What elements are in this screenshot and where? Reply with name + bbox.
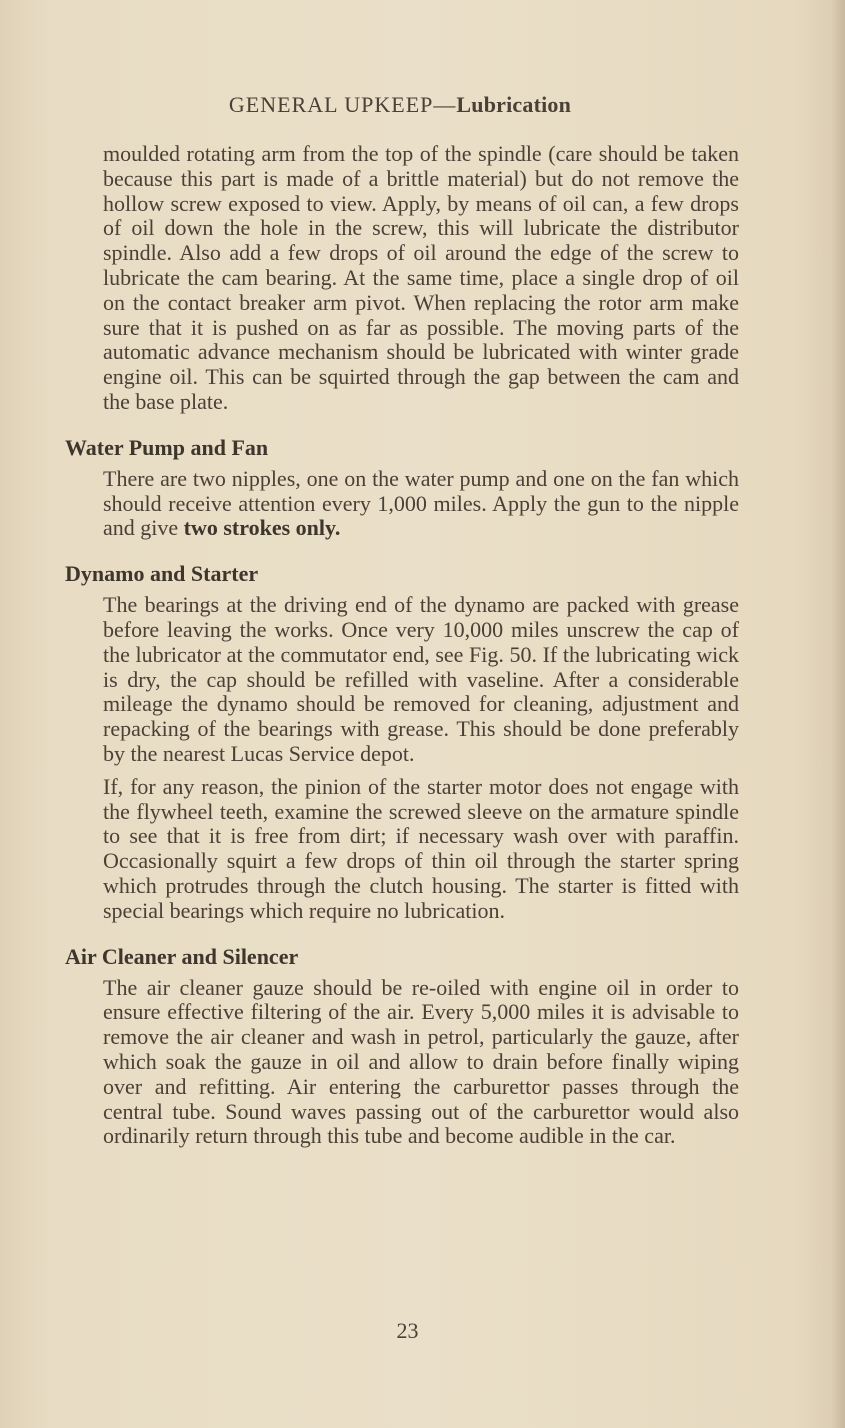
section-water-pump	[65, 435, 745, 541]
section-heading-dynamo: Dynamo and Starter	[65, 561, 259, 587]
section-heading-water-pump: Water Pump and Fan	[65, 434, 269, 460]
water-pump-paragraph	[103, 467, 739, 541]
water-pump-text: There are two nipples, one on the water pump and one on the fan which should receive attention every 1,000 miles. Apply the gun to the nipple and give	[103, 465, 739, 541]
dynamo-paragraph-2: If, for any reason, the pinion of the starter motor does not engage with the flywheel teeth, examine the screwed sleeve on the armature spindle to see that it is free from dirt; if necessary wash over with paraffin. Occasionally squirt a few drops of thin oil through the starter spring which protrudes through the clutch housing. The starter is fitted with special bearings which require no lubrication.	[103, 773, 739, 923]
intro-paragraph: moulded rotating arm from the top of the spindle (care should be taken because this part is made of a brittle material) but do not remove the hollow screw exposed to view. Apply, by means of oil can, a few drops of oil down the hole in the screw, this will lubricate the distributor spindle. Also add a few drops of oil around the edge of the screw to lubricate the cam bearing. At the same time, place a single drop of oil on the contact breaker arm pivot. When replacing the rotor arm make sure that it is pushed on as far as possible. The moving parts of the automatic advance mechanism should be lubricated with winter grade engine oil. This can be squirted through the gap between the cam and the base plate.	[103, 141, 739, 414]
page-number: 23	[396, 1318, 419, 1343]
page-content	[65, 142, 745, 1149]
water-pump-emphasis: two strokes only.	[183, 515, 341, 541]
section-dynamo	[65, 561, 745, 923]
running-head-sub: Lubrication	[456, 92, 572, 117]
page-edge-shadow	[831, 0, 845, 1428]
air-cleaner-paragraph: The air cleaner gauze should be re-oiled with engine oil in order to ensure effective filtering of the air. Every 5,000 miles it is advisable to remove the air cleaner and wash in petrol, particularly the gauze, after which soak the gauze in oil and allow to drain before finally wiping over and refitting. Air entering the carburettor passes through the central tube. Sound waves passing out of the carburettor would also ordinarily return through this tube and become audible in the car.	[103, 974, 739, 1149]
dynamo-paragraph-1: The bearings at the driving end of the dynamo are packed with grease before leaving the works. Once very 10,000 miles unscrew the cap of the lubricator at the commutator end, see Fig. 50. If the lubricating wick is dry, the cap should be refilled with vaseline. After a considerable mileage the dynamo should be removed for cleaning, adjustment and repacking of the bearings with grease. This should be done preferably by the nearest Lucas Service depot.	[103, 592, 739, 766]
running-head-main: GENERAL UPKEEP—	[228, 92, 457, 117]
section-air-cleaner	[65, 944, 745, 1150]
section-heading-air-cleaner: Air Cleaner and Silencer	[65, 943, 299, 969]
running-head	[0, 92, 800, 118]
